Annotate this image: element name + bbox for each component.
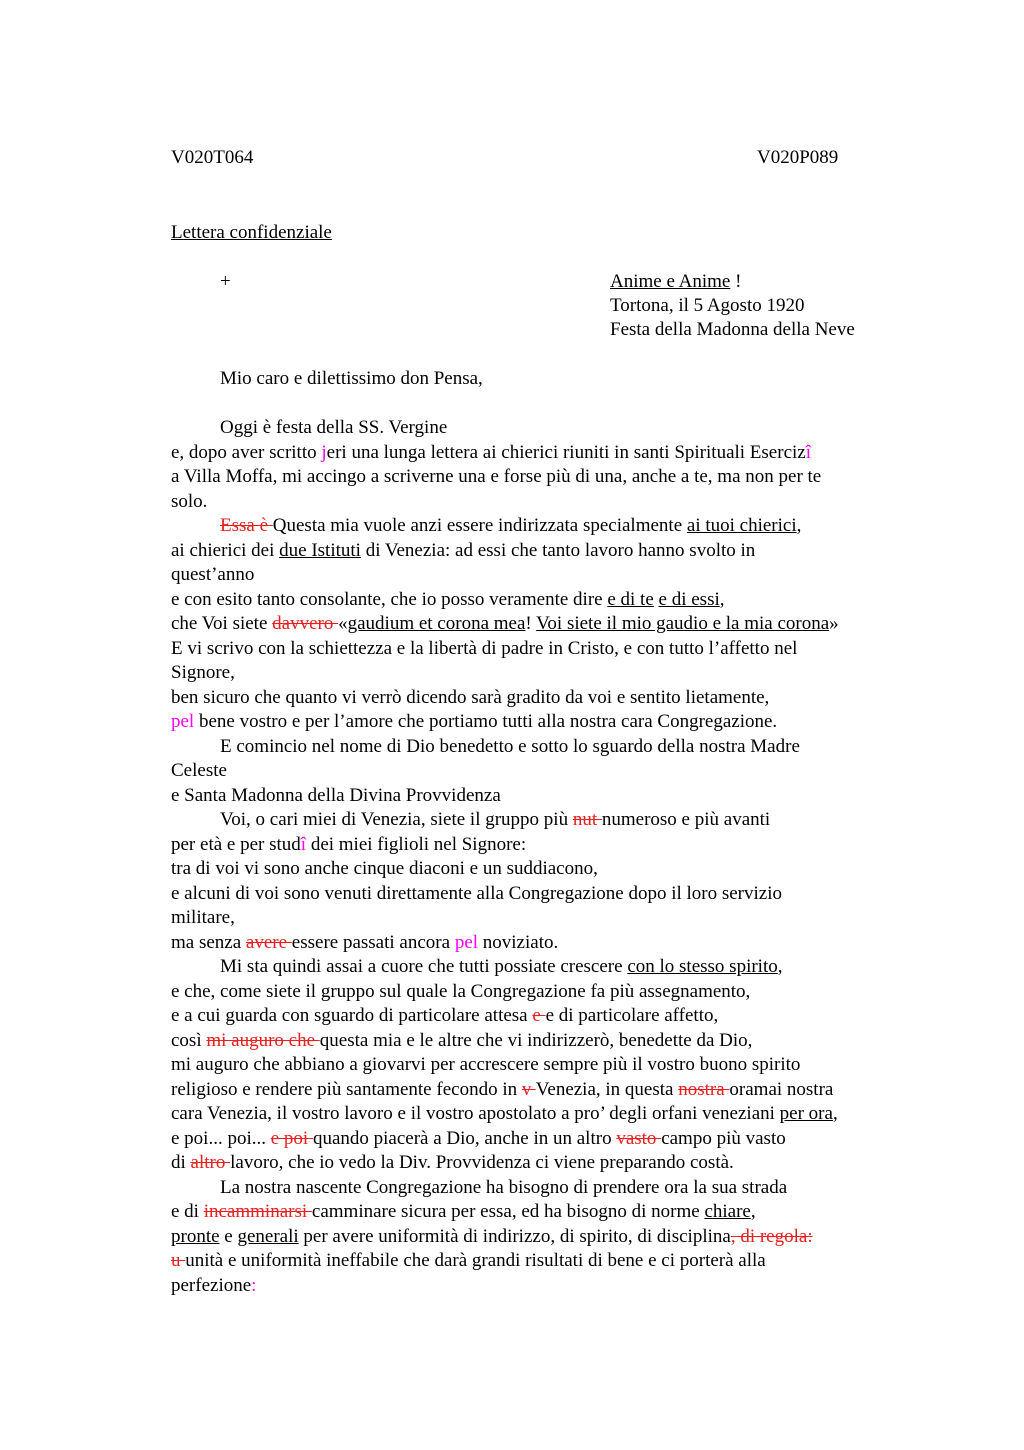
text-segment: Signore, [171,662,235,683]
text-line [171,980,911,1005]
deleted-text: avere [245,931,292,953]
text-segment: eri una lunga lettera ai chierici riuniti in santi Spirituali Eserciz [326,441,806,463]
text-segment: e Santa Madonna della Divina Provvidenza [171,784,501,806]
text-line [171,857,911,882]
text-segment: bene vostro e per l’amore che portiamo tutti alla nostra cara Congregazione. [194,711,778,732]
text-segment: , [777,956,783,977]
deleted-text: u [171,1250,186,1271]
text-line [171,1274,911,1299]
text-line [171,539,911,564]
text-segment: e a cui guarda con sguardo di particolare attesa [171,1005,533,1026]
underlined-text: gaudium et corona mea [347,613,526,634]
text-segment: che Voi siete [171,613,273,634]
text-line [171,661,911,686]
underlined-text: per ora [779,1103,833,1124]
text-segment: tra di voi vi sono anche cinque diaconi e un suddiacono, [171,858,598,879]
text-segment: Questa mia vuole anzi essere indirizzata specialmente [272,515,687,536]
text-segment: dei miei figlioli nel Signore: [306,833,527,855]
text-segment: Celeste [171,760,227,781]
text-line [171,759,911,784]
letter-body [171,416,911,1298]
text-segment: , [750,1201,756,1222]
underlined-text: due Istituti [279,539,361,561]
text-segment: e che, come siete il gruppo sul quale la Congregazione fa più assegnamento, [171,980,751,1002]
text-line [171,416,911,441]
text-segment: La nostra nascente Congregazione ha bisogno di prendere ora la sua strada [220,1176,788,1198]
text-line [171,1151,911,1176]
deleted-text: e poi [270,1127,313,1149]
document-code-right: V020P089 [757,147,839,168]
text-segment: quando piacerà a Dio, anche in un altro [312,1127,617,1149]
text-segment: , [719,588,725,610]
text-segment: » [829,613,839,634]
text-line [171,1249,911,1274]
text-line [171,931,911,956]
text-segment: solo. [171,490,208,512]
text-segment: ai chierici dei [171,539,280,561]
text-segment: lavoro, che io vedo la Div. Provvidenza ci viene preparando costà. [230,1152,734,1173]
text-segment: perfezione [171,1274,252,1296]
text-line [171,612,911,637]
document-code-left: V020T064 [171,147,254,168]
text-segment: ma senza [171,931,246,953]
inserted-text: pel [171,711,195,732]
text-segment: Voi, o cari miei di Venezia, siete il gruppo più [220,809,573,830]
deleted-text: e [532,1005,546,1026]
text-line [171,1029,911,1054]
heading-anime-excl: ! [730,271,742,292]
text-segment: e poi... poi... [171,1127,271,1149]
deleted-text: v [521,1078,536,1100]
inserted-text: j [321,441,327,463]
text-line [171,490,911,515]
text-segment: e [219,1225,238,1247]
salutation: Mio caro e dilettissimo don Pensa, [220,368,483,389]
deleted-text: vasto [616,1127,662,1149]
text-segment: così [171,1029,207,1051]
text-segment: , [832,1103,838,1124]
cross-mark: + [220,271,231,292]
text-line [171,735,911,760]
text-segment: e di particolare affetto, [545,1005,719,1026]
underlined-text: Voi siete il mio gaudio e la mia corona [536,613,830,634]
text-segment: camminare sicura per essa, ed ha bisogno di norme [311,1201,705,1222]
deleted-text: Essa è [220,515,273,536]
inserted-text: : [251,1274,257,1296]
text-segment: di Venezia: ad essi che tanto lavoro hanno svolto in [360,539,756,561]
deleted-text: nut [572,809,602,830]
text-segment: mi auguro che abbiano a giovarvi per accrescere sempre più il vostro buono spirito [171,1054,801,1075]
text-line [171,637,911,662]
deleted-text: incamminarsi [203,1201,312,1222]
text-line [171,1225,911,1250]
place-date: Tortona, il 5 Agosto 1920 [610,295,805,316]
text-segment: per avere uniformità di indirizzo, di spirito, di disciplina [298,1225,731,1247]
text-segment: Oggi è festa della SS. Vergine [220,417,448,438]
text-segment: campo più vasto [661,1127,786,1149]
text-segment: , [796,515,802,536]
text-line [171,1200,911,1225]
text-line [171,563,911,588]
underlined-text: chiare [704,1201,751,1222]
inserted-text: î [805,441,811,463]
text-segment: ! [525,613,537,634]
text-segment: e, dopo aver scritto [171,441,322,463]
text-line [171,1004,911,1029]
text-segment: religioso e rendere più santamente fecondo in [171,1078,522,1100]
text-line [171,955,911,980]
text-segment: ben sicuro che quanto vi verrò dicendo sarà gradito da voi e sentito lietamente, [171,686,770,708]
text-segment: e di [171,1201,204,1222]
text-segment: e con esito tanto consolante, che io posso veramente dire [171,588,608,610]
text-segment: a Villa Moffa, mi accingo a scriverne una e forse più di una, anche a te, ma non per te [171,466,822,487]
underlined-text: e di te [607,588,654,610]
deleted-text: , di regola: [730,1225,813,1247]
text-segment: Venezia, in questa [535,1078,679,1100]
text-segment: militare, [171,907,235,928]
text-line [171,588,911,613]
underlined-text: ai tuoi chierici [686,515,797,536]
underlined-text: con lo stesso spirito [627,956,778,977]
text-line [171,1053,911,1078]
text-segment: questa mia e le altre che vi indirizzerò, benedette da Dio, [319,1029,753,1051]
text-segment: per età e per stud [171,833,301,855]
deleted-text: davvero [272,613,339,634]
text-segment: « [338,613,348,634]
text-line [171,1078,911,1103]
text-line [171,1102,911,1127]
heading-anime-text: Anime e Anime [610,271,731,292]
text-segment: numeroso e più avanti [601,809,771,830]
text-segment: quest’anno [171,564,255,585]
deleted-text: altro [190,1152,231,1173]
text-segment: unità e uniformità ineffabile che darà grandi risultati di bene e ci porterà alla [185,1250,766,1271]
feast-line: Festa della Madonna della Neve [610,319,855,340]
text-segment: E comincio nel nome di Dio benedetto e sotto lo sguardo della nostra Madre [220,735,800,757]
text-segment: oramai nostra [729,1078,834,1100]
text-line [171,465,911,490]
text-line [171,1176,911,1201]
document-title: Lettera confidenziale [171,222,332,243]
inserted-text: î [300,833,307,855]
text-line [171,686,911,711]
text-line [171,1127,911,1152]
text-segment: di [171,1152,191,1173]
text-line [171,882,911,907]
text-line [171,441,911,466]
text-line [171,514,911,539]
underlined-text: generali [237,1225,299,1247]
text-segment: noviziato. [478,931,559,953]
deleted-text: mi auguro che [206,1029,320,1051]
text-segment: e alcuni di voi sono venuti direttamente alla Congregazione dopo il loro servizio [171,882,782,904]
text-line [171,906,911,931]
underlined-text: pronte [171,1225,220,1247]
text-segment: essere passati ancora [291,931,455,953]
underlined-text: e di essi [658,588,720,610]
text-line [171,833,911,858]
deleted-text: nostra [678,1078,730,1100]
text-line [171,784,911,809]
text-segment: E vi scrivo con la schiettezza e la libertà di padre in Cristo, e con tutto l’affetto nel [171,637,798,659]
text-segment: Mi sta quindi assai a cuore che tutti possiate crescere [220,956,628,977]
text-line [171,808,911,833]
text-segment: cara Venezia, il vostro lavoro e il vostro apostolato a pro’ degli orfani veneziani [171,1103,780,1124]
inserted-text: pel [454,931,479,953]
text-line [171,710,911,735]
heading-anime [610,270,741,295]
